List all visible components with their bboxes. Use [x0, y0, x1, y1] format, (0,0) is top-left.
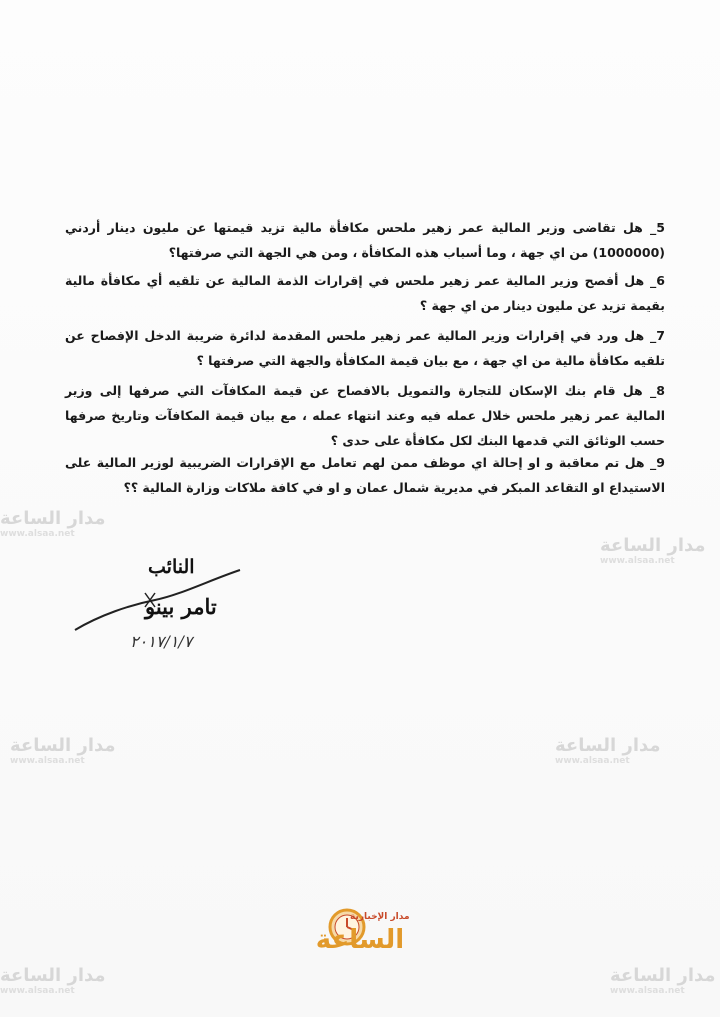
- watermark-title: مدار الساعة: [0, 965, 106, 986]
- watermark-title: مدار الساعة: [600, 535, 706, 556]
- watermark-url: www.alsaa.net: [610, 986, 685, 996]
- watermark-url: www.alsaa.net: [0, 986, 75, 996]
- watermark-url: www.alsaa.net: [10, 756, 85, 766]
- watermark: [0, 508, 106, 539]
- question-6: 6_ هل أفصح وزير المالية عمر زهير ملحس في إقرارات الذمة المالية عن تلقيه أي مكافأة مالية بقيمة تزيد عن مليون دينار من اي جهة ؟: [65, 272, 665, 313]
- watermark-title: مدار الساعة: [610, 965, 716, 986]
- question-8: 8_ هل قام بنك الإسكان للتجارة والتمويل بالافصاح عن قيمة المكافآت التي صرفها إلى وزير المالية عمر زهير ملحس خلال عمله فيه وعند انتهاء عمله ، مع بيان قيمة المكافآت وتاريخ صرفها حسب الوثائق التي قدمها البنك لكل مكافأة على حدى ؟: [65, 382, 665, 448]
- watermark-title: مدار الساعة: [555, 735, 661, 756]
- watermark-title: مدار الساعة: [0, 508, 106, 529]
- signature-name: تامر بينو: [145, 594, 217, 619]
- question-9: 9_ هل تم معاقبة و او إحالة اي موظف ممن لهم تعامل مع الإقرارات الضريبية لوزير المالية على الاستيداع او التقاعد المبكر في مديرية شمال عمان و او في كافة ملاكات وزارة المالية ؟؟: [65, 454, 665, 495]
- signature-title: النائب: [148, 556, 195, 578]
- watermark: [555, 735, 661, 766]
- watermark: [10, 735, 116, 766]
- logo-subtitle: مدار الإخبارية: [350, 912, 410, 922]
- question-5: 5_ هل تقاضى وزير المالية عمر زهير ملحس مكافأة مالية تزيد قيمتها عن مليون دينار أردني (1000000) من اي جهة ، وما أسباب هذه المكافأة ، ومن هي الجهة التي صرفتها؟: [65, 219, 665, 260]
- watermark: [610, 965, 716, 996]
- watermark-url: www.alsaa.net: [600, 556, 675, 566]
- logo-text: الساعة: [315, 925, 405, 955]
- question-7: 7_ هل ورد في إقرارات وزير المالية عمر زهير ملحس المقدمة لدائرة ضريبة الدخل الإفصاح عن تلقيه مكافأة مالية من اي جهة ، مع بيان قيمة المكافأة والجهة التي صرفتها ؟: [65, 327, 665, 368]
- watermark: [0, 965, 106, 996]
- watermark-url: www.alsaa.net: [555, 756, 630, 766]
- watermark-url: www.alsaa.net: [0, 529, 75, 539]
- signature-date: ٢٠١٧/١/٧: [130, 632, 193, 651]
- watermark-title: مدار الساعة: [10, 735, 116, 756]
- watermark: [600, 535, 706, 566]
